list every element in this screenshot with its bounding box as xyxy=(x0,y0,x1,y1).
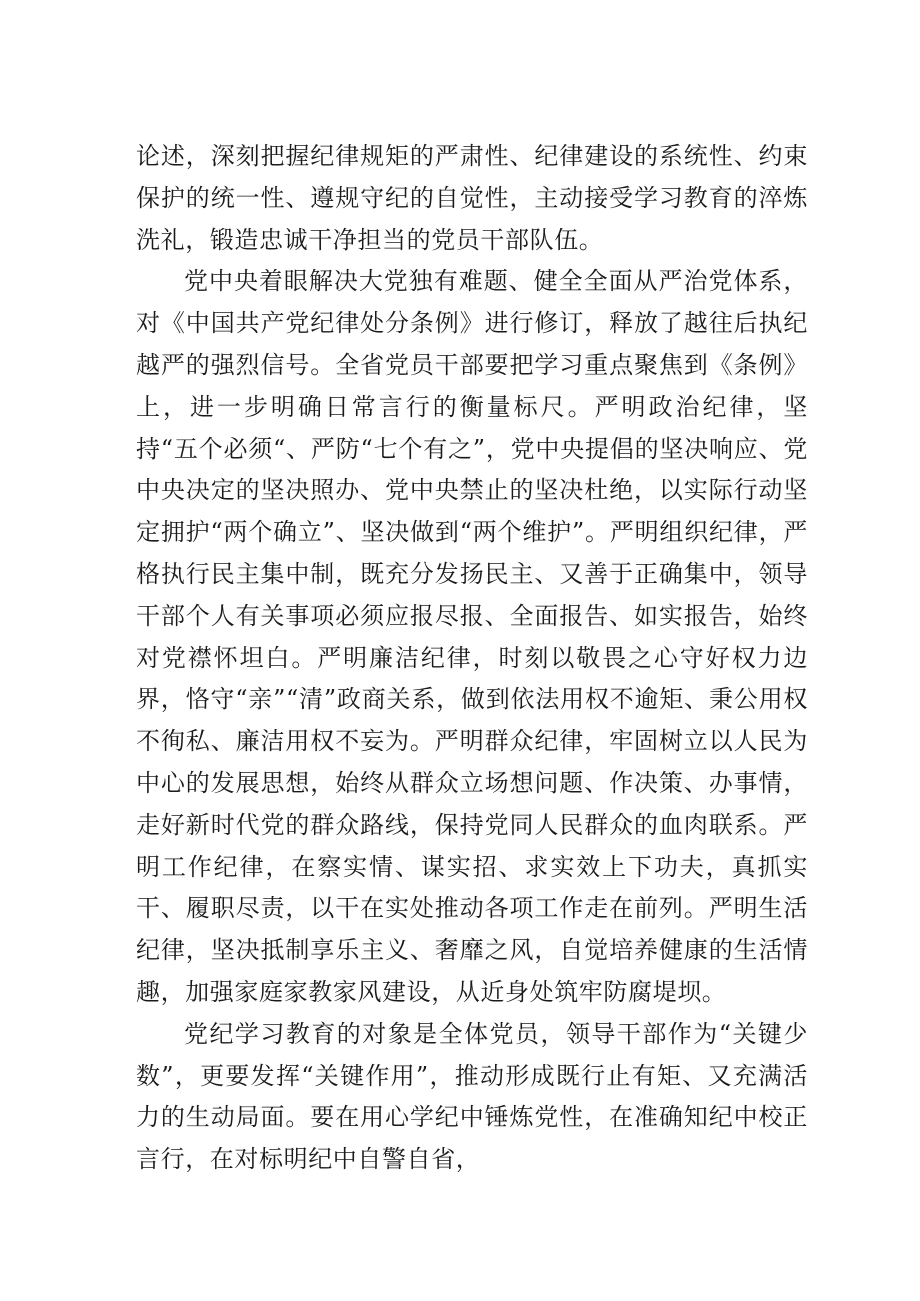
paragraph-discipline-education: 党纪学习教育的对象是全体党员，领导干部作为“关键少数”，更要发挥“关键作用”，推动形成既行止有矩、又充满活力的生动局面。要在用心学纪中锤炼党性，在准确知纪中校正言行，在对标明纪中自警自省， xyxy=(136,1019,808,1174)
document-body xyxy=(136,136,808,1181)
paragraph-party-discipline-regulations: 党中央着眼解决大党独有难题、健全全面从严治党体系，对《中国共产党纪律处分条例》进行修订，释放了越往后执纪越严的强烈信号。全省党员干部要把学习重点聚焦到《条例》上，进一步明确日常言行的衡量标尺。严明政治纪律，坚持“五个必须“、严防“七个有之”，党中央提倡的坚决响应、党中央决定的坚决照办、党中央禁止的坚决杜绝，以实际行动坚定拥护“两个确立”、坚决做到“两个维护”。严明组织纪律，严格执行民主集中制，既充分发扬民主、又善于正确集中，领导干部个人有关事项必须应报尽报、全面报告、如实报告，始终对党襟怀坦白。严明廉洁纪律，时刻以敬畏之心守好权力边界，恪守“亲”“清”政商关系，做到依法用权不逾矩、秉公用权不徇私、廉洁用权不妄为。严明群众纪律，牢固树立以人民为中心的发展思想，始终从群众立场想问题、作决策、办事情，走好新时代党的群众路线，保持党同人民群众的血肉联系。严明工作纪律，在察实情、谋实招、求实效上下功夫，真抓实干、履职尽责，以干在实处推动各项工作走在前列。严明生活纪律，坚决抵制享乐主义、奢靡之风，自觉培养健康的生活情趣，加强家庭家教家风建设，从近身处筑牢防腐堤坝。 xyxy=(136,267,808,1006)
paragraph-continuation: 论述，深刻把握纪律规矩的严肃性、纪律建设的系统性、约束保护的统一性、遵规守纪的自觉性，主动接受学习教育的淬炼洗礼，锻造忠诚干净担当的党员干部队伍。 xyxy=(136,142,808,254)
